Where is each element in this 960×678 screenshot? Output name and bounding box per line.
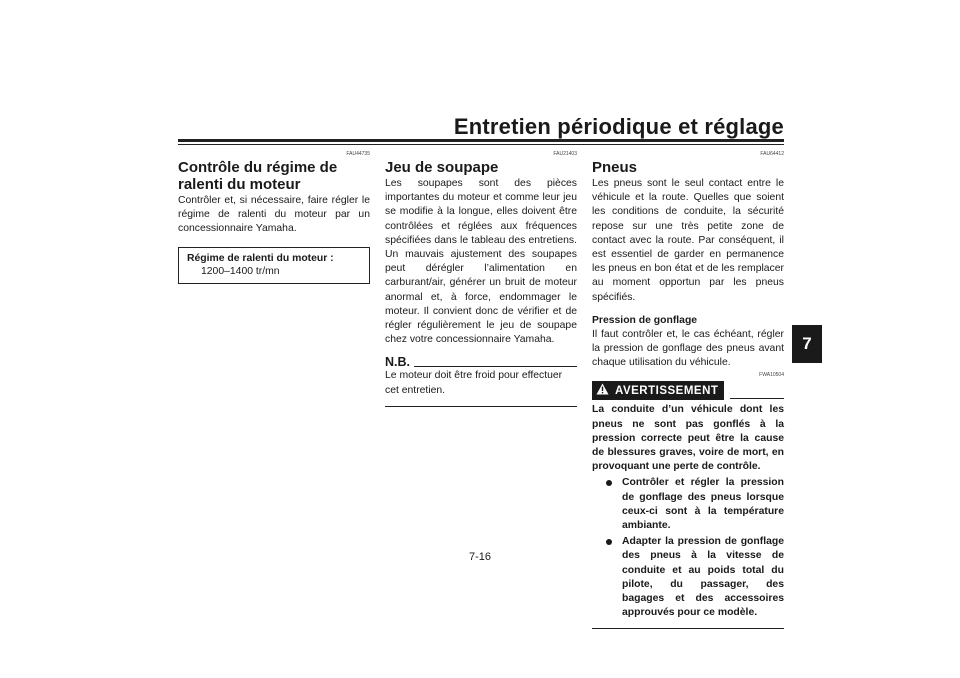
warning-code: FWA10504 xyxy=(759,372,784,379)
note-body: Le moteur doit être froid pour effectuer cet entretien. xyxy=(385,370,563,396)
note-rule xyxy=(414,366,577,367)
section-body-valve: Les soupapes sont des pièces importantes du moteur et comme leur jeu se modifie à la longue, elles doivent être contrôlées et réglées aux fréquences spécifiées dans le tableau des entretiens. Un mauvais ajustement des soupapes peut dérégler l’alimentation en carburant/air, générer un bruit de moteur anormal et, à force, endommager le moteur. Il convient donc de vérifier et de régler régulièrement le jeu de soupape chez votre concessionnaire Yamaha. xyxy=(385,178,577,346)
note-end-rule xyxy=(385,406,577,407)
bullet-icon xyxy=(606,480,612,486)
section-title-valve: Jeu de soupape xyxy=(385,159,499,176)
chapter-tab: 7 xyxy=(792,325,822,363)
header-rule-thick xyxy=(178,139,784,142)
warning-triangle-icon xyxy=(596,383,609,398)
list-item xyxy=(604,535,784,620)
spec-label: Régime de ralenti du moteur : xyxy=(187,252,334,264)
note-title: N.B. xyxy=(385,355,410,370)
section-code: FAU44735 xyxy=(346,151,370,157)
section-title-idle: Contrôle du régime de ralenti du moteur xyxy=(178,159,338,193)
warning-badge xyxy=(592,381,724,400)
bullet-text: Adapter la pression de gonflage des pneus à la vitesse de conduite et au poids total du pilote, du passager, des bagages et des accessoires approuvés pour ce modèle. xyxy=(622,536,784,619)
warning-rule xyxy=(730,398,784,399)
page-number: 7-16 xyxy=(468,551,492,563)
page-title: Entretien périodique et réglage xyxy=(453,114,784,139)
list-item xyxy=(604,476,784,533)
header-rule-thin xyxy=(178,144,784,145)
subheading-pressure: Pression de gonflage xyxy=(592,314,698,326)
spec-box xyxy=(178,247,370,284)
section-body-idle: Contrôler et, si nécessaire, faire régler le régime de ralenti du moteur par un concessionnaire Yamaha. xyxy=(178,195,370,235)
bullet-text: Contrôler et régler la pression de gonflage des pneus lorsque ceux-ci sont à la température ambiante. xyxy=(622,477,784,532)
column-valve xyxy=(385,151,577,407)
column-idle-speed xyxy=(178,151,370,284)
pressure-body: Il faut contrôler et, le cas échéant, régler la pression de gonflage des pneus avant chaque utilisation du véhicule. xyxy=(592,328,784,369)
note-header xyxy=(385,355,577,369)
section-code: FAU21403 xyxy=(553,151,577,157)
warning-header xyxy=(592,381,784,400)
section-body-tires: Les pneus sont le seul contact entre le véhicule et la route. Quelles que soient les conditions de conduite, la sécurité repose sur une très petite zone de contact avec la route. Par conséquent, il est essentiel de garder en permanence les pneus en bon état et de les remplacer au moment opportun par les pneus spécifiés. xyxy=(592,178,784,303)
spec-value: 1200–1400 tr/mn xyxy=(201,265,280,277)
warning-text: La conduite d’un véhicule dont les pneus ne sont pas gonflés à la pression correcte peut être la cause de blessures graves, voire de mort, en provoquant une perte de contrôle. xyxy=(592,404,784,473)
bullet-icon xyxy=(606,539,612,545)
warning-label: AVERTISSEMENT xyxy=(615,384,719,397)
section-code: FAU64412 xyxy=(760,151,784,157)
warning-end-rule xyxy=(592,628,784,629)
warning-bullets xyxy=(592,476,784,620)
section-title-tires: Pneus xyxy=(592,159,638,176)
